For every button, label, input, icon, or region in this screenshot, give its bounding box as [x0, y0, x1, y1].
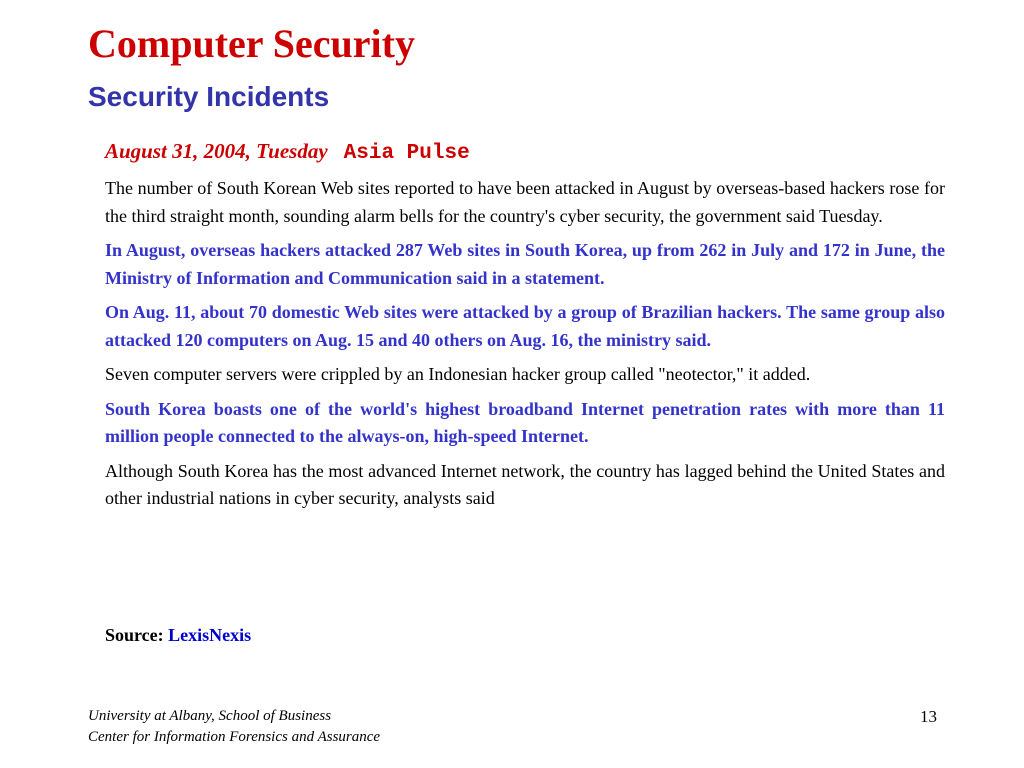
article-dateline	[105, 136, 470, 169]
article-body	[105, 175, 945, 520]
slide-subtitle: Security Incidents	[88, 81, 330, 112]
article-paragraph: The number of South Korean Web sites reported to have been attacked in August by overseas-based hackers rose for the third straight month, sounding alarm bells for the country's cyber security, the government said Tuesday.	[105, 178, 945, 226]
article-paragraph: On Aug. 11, about 70 domestic Web sites were attacked by a group of Brazilian hackers. The same group also attacked 120 computers on Aug. 15 and 40 others on Aug. 16, the ministry said.	[105, 302, 945, 350]
article-paragraph: South Korea boasts one of the world's highest broadband Internet penetration rates with more than 11 million people connected to the always-on, high-speed Internet.	[105, 398, 945, 446]
article-date: August 31, 2004, Tuesday	[105, 139, 328, 163]
article-publication: Asia Pulse	[343, 142, 470, 165]
article-paragraph: In August, overseas hackers attacked 287 Web sites in South Korea, up from 262 in July and 172 in June, the Ministry of Information and Communication said in a statement.	[105, 240, 945, 288]
source-link[interactable]: LexisNexis	[168, 625, 252, 645]
article-paragraph: Seven computer servers were crippled by an Indonesian hacker group called "neotector," it added.	[105, 364, 811, 384]
source-citation	[105, 621, 251, 649]
footer-line-center: Center for Information Forensics and Assurance	[88, 729, 381, 745]
page-number: 13	[920, 707, 937, 726]
slide-title: Computer Security	[88, 21, 415, 66]
source-label: Source:	[105, 625, 164, 645]
footer-line-university: University at Albany, School of Business	[88, 708, 332, 724]
footer-organization	[88, 706, 380, 748]
article-paragraph: Although South Korea has the most advanced Internet network, the country has lagged behind the United States and other industrial nations in cyber security, analysts said	[105, 460, 945, 508]
